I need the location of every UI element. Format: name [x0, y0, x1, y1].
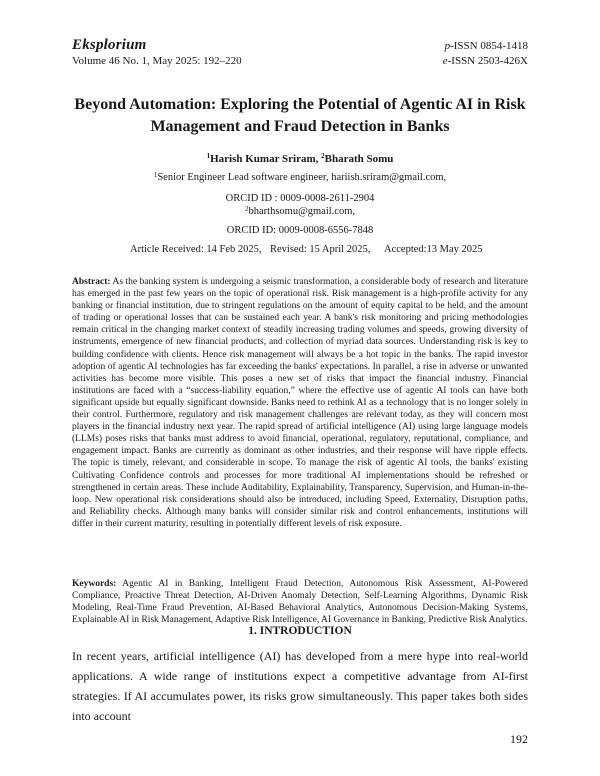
affiliation2-superscript: 2 — [245, 205, 249, 213]
page-number: 192 — [510, 732, 528, 746]
keywords — [72, 578, 528, 626]
e-issn — [443, 55, 528, 67]
affiliation1-superscript: 1 — [153, 171, 158, 179]
date-revised: Revised: 15 April 2025, — [270, 244, 371, 255]
e-issn-prefix: e — [442, 55, 448, 67]
abstract-label: Abstract: — [72, 277, 111, 287]
p-issn — [445, 40, 528, 52]
orcid-2: ORCID ID: 0009-0008-6556-7848 — [226, 225, 374, 236]
p-issn-number: -ISSN 0854-1418 — [450, 40, 528, 52]
keywords-label: Keywords: — [72, 579, 117, 589]
affiliation-2 — [60, 206, 540, 217]
p-issn-prefix: p — [444, 40, 451, 52]
author1-superscript: 1 — [206, 152, 211, 160]
paper-title: Beyond Automation: Exploring the Potential of Agentic AI in Risk Management and Fraud Detection in Banks — [74, 96, 526, 135]
section-heading-introduction: 1. INTRODUCTION — [248, 625, 352, 637]
e-issn-number: -ISSN 2503-426X — [447, 55, 528, 67]
affiliation-1 — [60, 172, 540, 183]
affiliation2-text: bharthsomu@gmail.com, — [248, 206, 355, 217]
author2-superscript: 2 — [321, 152, 325, 160]
running-header — [72, 34, 528, 54]
date-received: Article Received: 14 Feb 2025, — [130, 244, 262, 255]
running-subheader — [72, 55, 528, 71]
article-dates — [72, 244, 528, 258]
author-line — [60, 153, 540, 165]
author2-name: Bharath Somu — [324, 153, 394, 165]
orcid-1: ORCID ID : 0009-0008-2611-2904 — [225, 193, 375, 204]
journal-name: Eksplorium — [72, 37, 147, 53]
keywords-text: Agentic AI in Banking, Intelligent Fraud Detection, Autonomous Risk Assessment, AI-Powered Compliance, Proactive Threat Detection, AI-Driven Anomaly Detection, Self-Learning Algorithms, Dynamic Risk Modeling, Real-Time Fraud Prevention, AI-Based Behavioral Analytics, Autonomous Decision-Making Systems, Explainable AI in Risk Management, Adaptive Risk Intelligence, AI Governance in Banking, Predictive Risk Analytics. — [72, 579, 528, 626]
abstract — [72, 276, 528, 530]
author1-name: Harish Kumar Sriram, — [210, 153, 322, 165]
introduction-paragraph: In recent years, artificial intelligence (AI) has developed from a mere hype into real-world applications. A wide range of institutions expect a competitive advantage from AI-first strategies. If AI accumulates power, its risks grow simultaneously. This paper takes both sides into account — [72, 649, 528, 723]
volume-info: Volume 46 No. 1, May 2025: 192–220 — [72, 55, 242, 67]
date-accepted: Accepted:13 May 2025 — [384, 244, 483, 255]
affiliation1-text: Senior Engineer Lead software engineer, hariish.sriram@gmail.com, — [157, 172, 447, 183]
abstract-text: As the banking system is undergoing a seismic transformation, a considerable body of research and literature has emerged in the past few years on the topic of operational risk. Risk management is a high-profile activity for any banking or financial institution, due to stringent regulations on the amount of equity capital to be held, and the amount of trading or operational losses that can be sustained each year. A bank's risk monitoring and pricing methodologies remain critical in the changing market context of steadily increasing trading volumes and speeds, growing diversity of instruments, emergence of new financial products, and collection of myriad data sources. Understanding risk is key to building confidence with clients. Hence risk management will always be a hot topic in the banks. The rapid investor adoption of agentic AI technologies has far exceeding the banks' expectations. In parallel, a rise in adverse or unwanted activities has become more visible. This poses a new set of risks that impact the financial industry. Financial institutions are faced with a “success-liability equation,” where the effective use of agentic AI tools can have both significant upside but equally significant downside. Banks need to rethink AI as a technology that is no longer solely in their control. Furthermore, regulatory and risk management challenges are relevant today, as they will concern most players in the financial industry next year. The rapid spread of artificial intelligence (AI) using large language models (LLMs) poses risks that banks must address to avoid financial, operational, regulatory, reputational, compliance, and engagement impact. Banks are currently as dominant as other industries, and their response will have ripple effects. The topic is timely, relevant, and considerable in scope. To manage the risk of agentic AI tools, the banks' existing Cultivating Confidence controls and processes for more traditional AI implementations should be refreshed or strengthened in certain areas. These include Auditability, Explainability, Transparency, Supervision, and Human-in-the-loop. New operational risk considerations should also be introduced, including Speed, Externality, Disruption paths, and Reliability checks. Although many banks will consider similar risk and control enhancements, institutions will differ in their current maturity, resulting in potentially different levels of risk exposure. — [72, 277, 528, 529]
